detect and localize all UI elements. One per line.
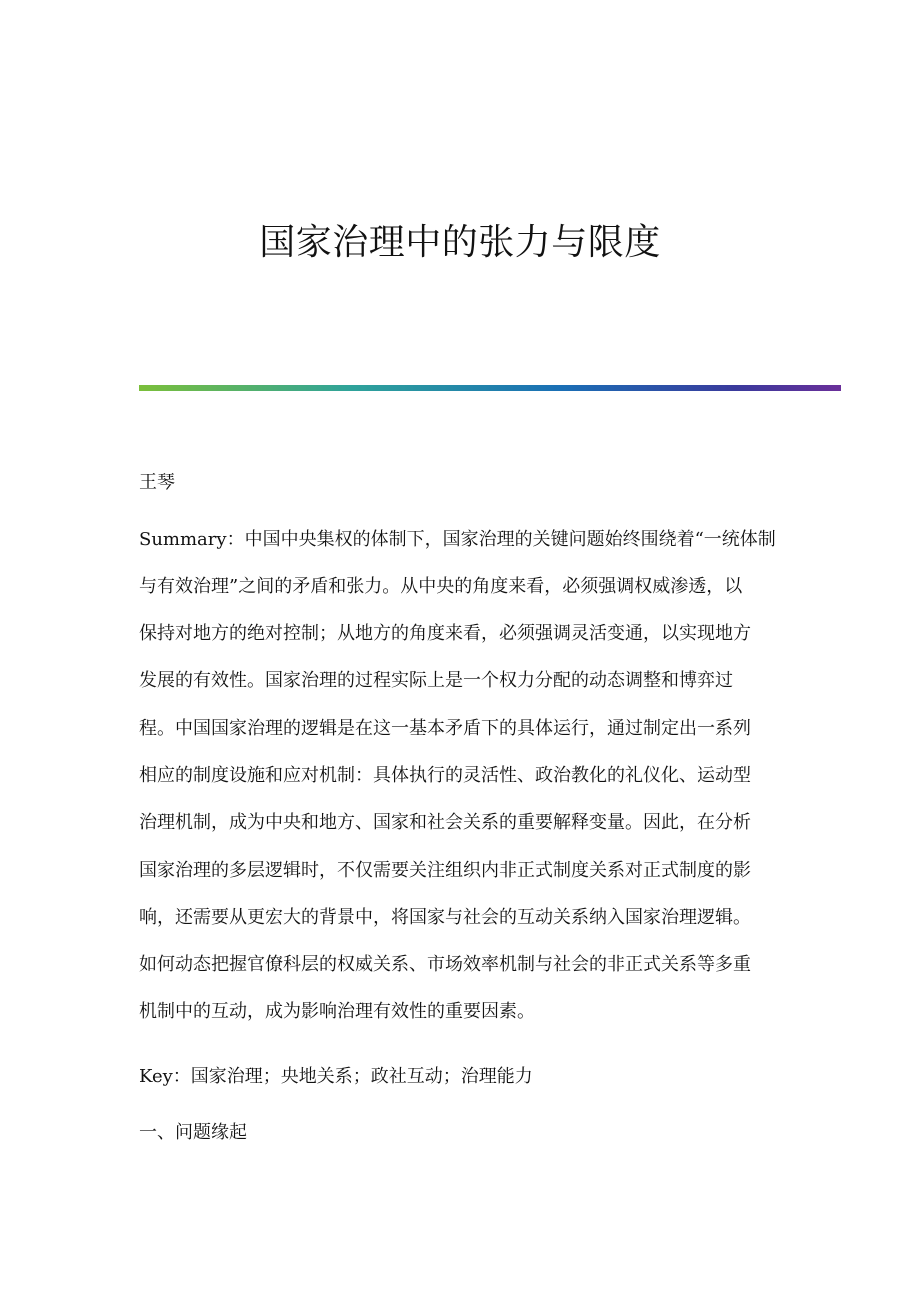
summary-line: 国家治理的多层逻辑时，不仅需要关注组织内非正式制度关系对正式制度的影 bbox=[139, 860, 751, 881]
summary-line: 机制中的互动，成为影响治理有效性的重要因素。 bbox=[139, 1001, 535, 1022]
summary-line: 程。中国国家治理的逻辑是在这一基本矛盾下的具体运行，通过制定出一系列 bbox=[139, 718, 751, 739]
gradient-divider bbox=[139, 385, 841, 391]
document-title: 国家治理中的张力与限度 bbox=[259, 222, 661, 263]
summary-line: 相应的制度设施和应对机制：具体执行的灵活性、政治教化的礼仪化、运动型 bbox=[139, 765, 751, 786]
summary-line: 治理机制，成为中央和地方、国家和社会关系的重要解释变量。因此，在分析 bbox=[139, 812, 751, 833]
author: 王琴 bbox=[139, 472, 175, 493]
summary-line: Summary：中国中央集权的体制下，国家治理的关键问题始终围绕着“一统体制 bbox=[139, 529, 776, 550]
summary-line: 响，还需要从更宏大的背景中，将国家与社会的互动关系纳入国家治理逻辑。 bbox=[139, 907, 751, 928]
summary-line: 保持对地方的绝对控制；从地方的角度来看，必须强调灵活变通，以实现地方 bbox=[139, 623, 751, 644]
section-heading: 一、问题缘起 bbox=[139, 1122, 247, 1143]
summary-line: 与有效治理”之间的矛盾和张力。从中央的角度来看，必须强调权威渗透，以 bbox=[139, 576, 743, 597]
summary-line: 如何动态把握官僚科层的权威关系、市场效率机制与社会的非正式关系等多重 bbox=[139, 954, 751, 975]
keywords: Key：国家治理；央地关系；政社互动；治理能力 bbox=[139, 1066, 533, 1087]
summary-line: 发展的有效性。国家治理的过程实际上是一个权力分配的动态调整和博弈过 bbox=[139, 670, 733, 691]
